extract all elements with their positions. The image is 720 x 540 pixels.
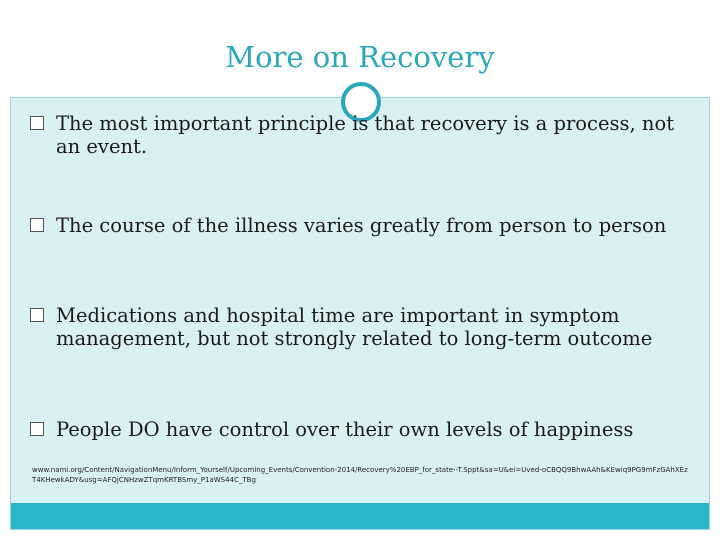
square-bullet-icon (30, 308, 44, 322)
footer-bar (11, 503, 709, 529)
bullet-item (30, 112, 690, 158)
bullet-text: The course of the illness varies greatly from person to person (56, 214, 667, 237)
bullet-text: The most important principle is that recovery is a process, not an event. (56, 112, 675, 158)
content-area (11, 98, 709, 503)
source-link[interactable]: www.nami.org/Content/NavigationMenu/Inform_Yourself/Upcoming_Events/Convention-2014/Recovery%20EBP_for_state--T.Sppt&sa=U&ei=Uved-oCBQQ9BhwAAh&KEwiq9PG9mFzGAhXEzT4KHewkADY&usg=AFQjCNHzwZTqmKRTBSmy_P1aWS44C_TBg (32, 466, 688, 484)
slide-title: More on Recovery (225, 40, 495, 74)
bullet-item (30, 304, 690, 350)
bullet-text: Medications and hospital time are important in symptom management, but not strongly related to long-term outcome (56, 304, 653, 350)
bullet-text: People DO have control over their own levels of happiness (56, 418, 634, 441)
bullet-item (30, 214, 666, 237)
square-bullet-icon (30, 422, 44, 436)
square-bullet-icon (30, 116, 44, 130)
square-bullet-icon (30, 218, 44, 232)
bullet-item (30, 418, 633, 441)
